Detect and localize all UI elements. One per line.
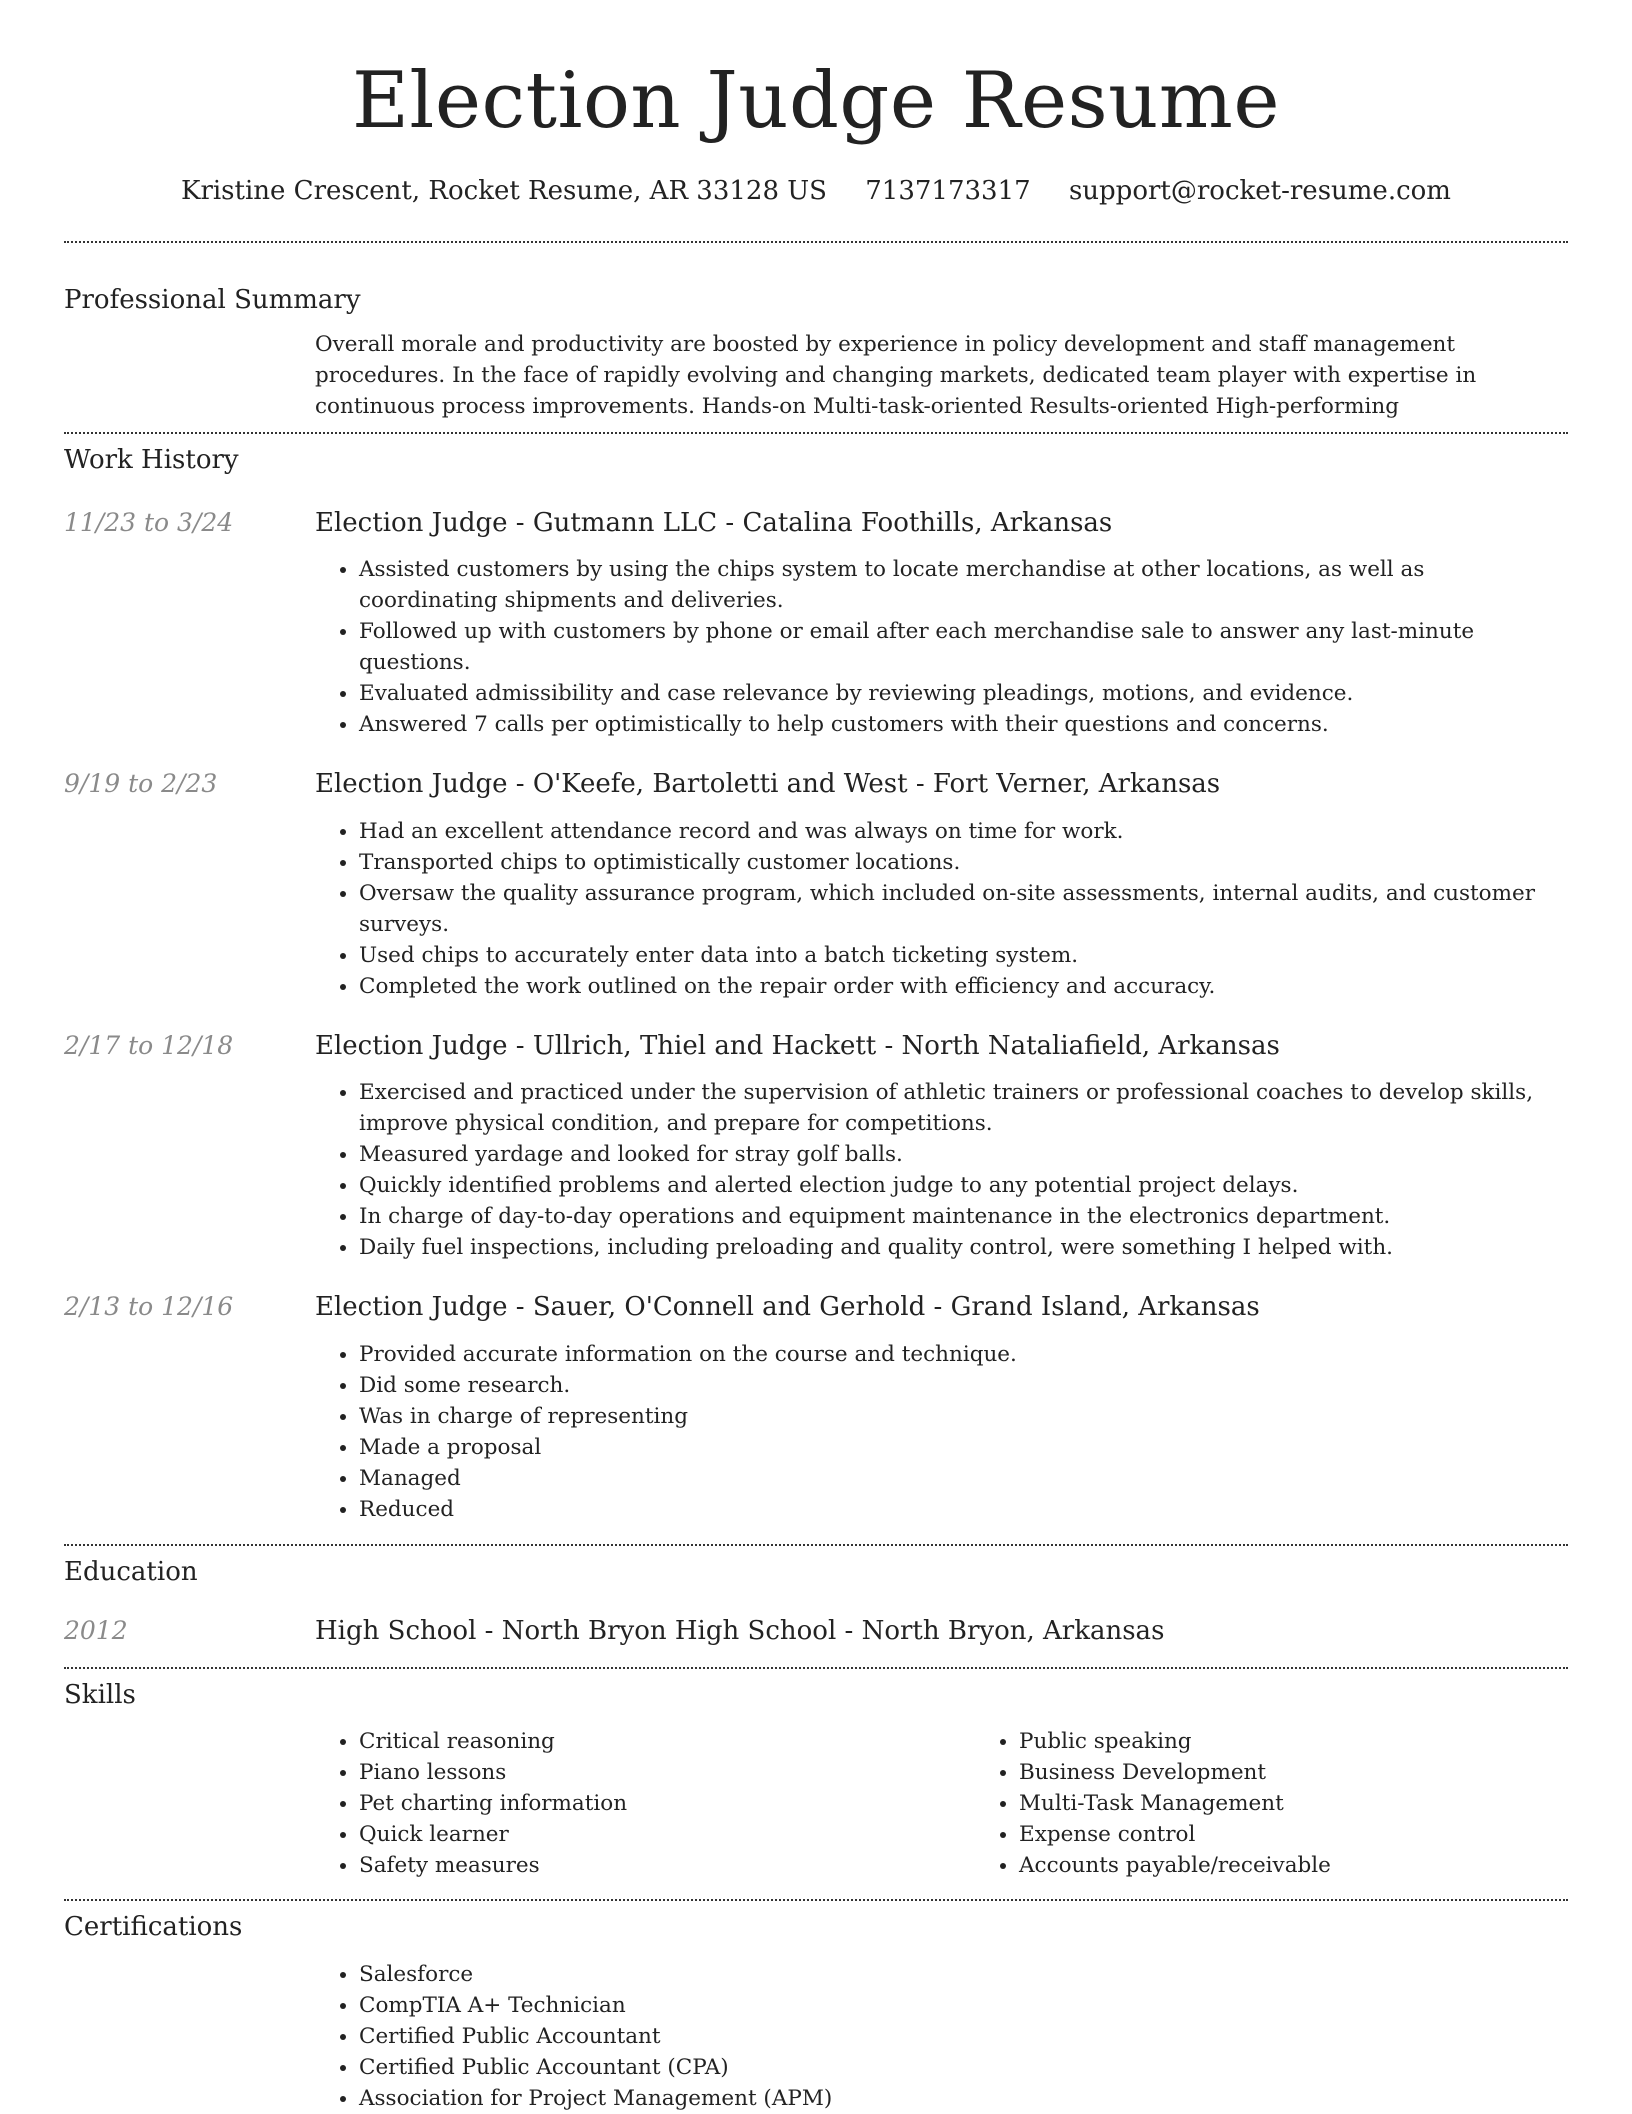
job-dates: 9/19 to 2/23 [64, 769, 218, 799]
list-item: • Followed up with customers by phone or email after each merchandise sale to answer any last-minute questions. [359, 616, 1568, 678]
list-item: • Exercised and practiced under the supervision of athletic trainers or professional coaches to develop skills, improve physical condition, and prepare for competitions. [359, 1077, 1568, 1139]
list-item: • In charge of day-to-day operations and equipment maintenance in the electronics department. [359, 1201, 1568, 1232]
contact-phone: 7137173317 [865, 176, 1031, 206]
page-title: Election Judge Resume [351, 56, 1281, 146]
education-degree: High School - North Bryon High School - North Bryon, Arkansas [315, 1615, 1165, 1646]
list-item: • Multi-Task Management [1019, 1788, 1632, 1819]
job-entry [64, 1030, 1568, 1264]
list-item: • Business Development [1019, 1757, 1632, 1788]
list-item: • Transported chips to optimistically customer locations. [359, 847, 1568, 878]
list-item: • Had an excellent attendance record and was always on time for work. [359, 816, 1568, 847]
list-item: • Accounts payable/receivable [1019, 1850, 1632, 1881]
summary-text: Overall morale and productivity are boosted by experience in policy development and staff management procedures. In the face of rapidly evolving and changing markets, dedicated team player with expertise in continuous process improvements. Hands-on Multi-task-oriented Results-oriented High-performing [315, 332, 1477, 420]
list-item: • Association for Project Management (APM) [359, 2083, 1568, 2114]
job-header [64, 768, 1568, 801]
job-title: Election Judge - O'Keefe, Bartoletti and West - Fort Verner, Arkansas [315, 769, 1221, 800]
list-item: • CompTIA A+ Technician [359, 1990, 1568, 2021]
certifications-block [315, 1959, 1568, 2114]
list-item: • Completed the work outlined on the repair order with efficiency and accuracy. [359, 971, 1568, 1002]
work-history-list [64, 507, 1568, 1525]
list-item: • Made a proposal [359, 1432, 1568, 1463]
contact-address: Kristine Crescent, Rocket Resume, AR 33128 US [181, 176, 827, 206]
list-item: • Salesforce [359, 1959, 1568, 1990]
list-item: • Evaluated admissibility and case relevance by reviewing pleadings, motions, and evidence. [359, 678, 1568, 709]
contact-email: support@rocket-resume.com [1068, 176, 1451, 206]
list-item: • Reduced [359, 1494, 1568, 1525]
job-bullets [315, 554, 1568, 740]
job-entry [64, 1291, 1568, 1525]
divider [64, 1667, 1568, 1669]
job-header [64, 1291, 1568, 1324]
list-item: • Critical reasoning [359, 1726, 975, 1757]
job-dates: 11/23 to 3/24 [64, 507, 234, 537]
section-title-skills: Skills [64, 1680, 136, 1711]
list-item: • Pet charting information [359, 1788, 975, 1819]
education-year: 2012 [64, 1615, 128, 1645]
skills-list-right [975, 1726, 1632, 1881]
job-bullets [315, 1077, 1568, 1263]
section-title-work: Work History [64, 445, 239, 476]
list-item: • Certified Public Accountant [359, 2021, 1568, 2052]
job-entry [64, 507, 1568, 741]
list-item: • Used chips to accurately enter data into a batch ticketing system. [359, 940, 1568, 971]
job-bullets [315, 1339, 1568, 1525]
list-item: • Certified Public Accountant (CPA) [359, 2052, 1568, 2083]
list-item: • Expense control [1019, 1819, 1632, 1850]
list-item: • Assisted customers by using the chips system to locate merchandise at other locations, as well as coordinating shipments and deliveries. [359, 554, 1568, 616]
list-item: • Managed [359, 1463, 1568, 1494]
job-title: Election Judge - Sauer, O'Connell and Gerhold - Grand Island, Arkansas [315, 1292, 1260, 1323]
job-entry [64, 768, 1568, 1002]
education-entry [64, 1615, 1568, 1648]
job-header [64, 507, 1568, 540]
section-title-summary: Professional Summary [64, 285, 361, 316]
job-bullets [315, 816, 1568, 1002]
list-item: • Measured yardage and looked for stray golf balls. [359, 1139, 1568, 1170]
divider [64, 1544, 1568, 1546]
list-item: • Did some research. [359, 1370, 1568, 1401]
list-item: • Safety measures [359, 1850, 975, 1881]
job-dates: 2/13 to 12/16 [64, 1292, 234, 1322]
contact-line [64, 176, 1568, 207]
divider [64, 241, 1568, 243]
list-item: • Answered 7 calls per optimistically to help customers with their questions and concerns. [359, 709, 1568, 740]
list-item: • Quickly identified problems and alerted election judge to any potential project delays. [359, 1170, 1568, 1201]
divider [64, 1899, 1568, 1901]
list-item: • Public speaking [1019, 1726, 1632, 1757]
job-dates: 2/17 to 12/18 [64, 1030, 234, 1060]
list-item: • Piano lessons [359, 1757, 975, 1788]
list-item: • Was in charge of representing [359, 1401, 1568, 1432]
certifications-list [315, 1959, 1568, 2114]
list-item: • Quick learner [359, 1819, 975, 1850]
job-header [64, 1030, 1568, 1063]
skills-list-left [315, 1726, 975, 1881]
list-item: • Oversaw the quality assurance program, which included on-site assessments, internal audits, and customer surveys. [359, 878, 1568, 940]
section-title-certifications: Certifications [64, 1912, 243, 1943]
list-item: • Provided accurate information on the course and technique. [359, 1339, 1568, 1370]
list-item: • Daily fuel inspections, including preloading and quality control, were something I helped with. [359, 1232, 1568, 1263]
skills-grid [315, 1726, 1568, 1881]
section-title-education: Education [64, 1556, 198, 1587]
job-title: Election Judge - Ullrich, Thiel and Hackett - North Nataliafield, Arkansas [315, 1030, 1280, 1061]
divider [64, 432, 1568, 434]
job-title: Election Judge - Gutmann LLC - Catalina Foothills, Arkansas [315, 507, 1113, 538]
